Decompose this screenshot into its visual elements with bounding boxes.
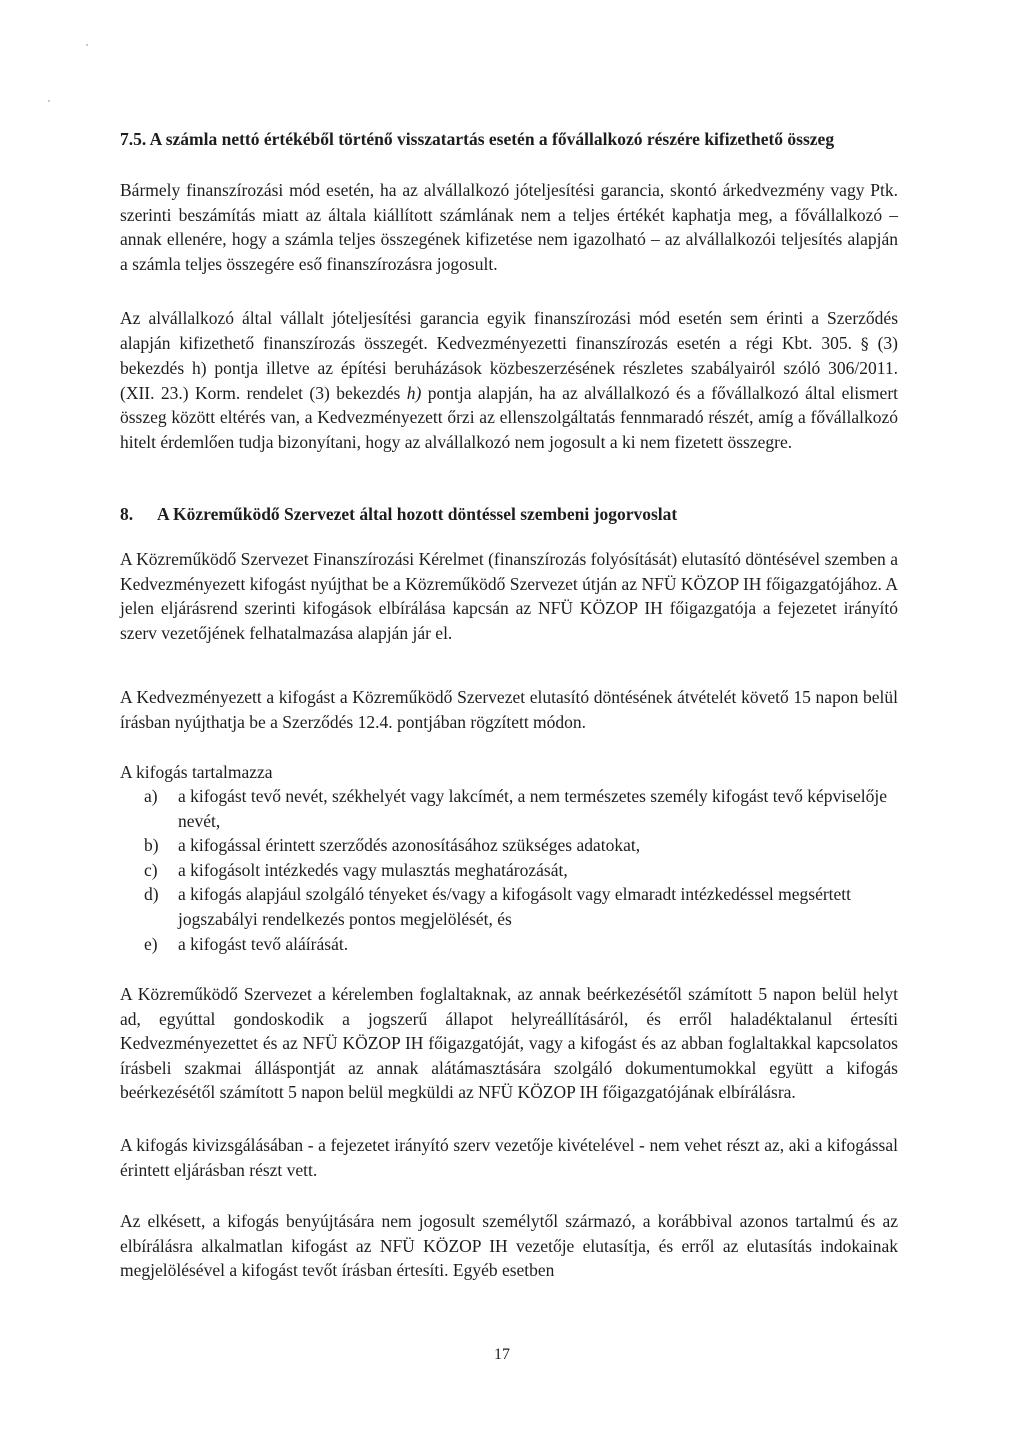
section-8-paragraph-4: A kifogás kivizsgálásában - a fejezetet irányító szerv vezetője kivételével - nem vehet részt az, aki a kifogással érintett eljárásban részt vett. <box>120 1135 898 1180</box>
section-7-5-paragraph-1: Bármely finanszírozási mód esetén, ha az alvállalkozó jóteljesítési garancia, skontó árkedvezmény vagy Ptk. szerinti beszámítás miatt az általa kiállított számlának nem a teljes értékét kaphatja meg, a fővállalkozó – annak ellenére, hogy a számla teljes összegének kifizetése nem igazolható – az alvállalkozói teljesítés alapján a számla teljes összegére eső finanszírozásra jogosult. <box>120 180 898 274</box>
list-item <box>120 858 898 883</box>
list-item <box>120 882 898 931</box>
paragraph-text: (3) bekezdés h) pontja illetve az építési beruházások közbeszerzésének részletes szabályairól szóló 306/2011. (XII. 23.) Korm. rendelet (3) bekezdés <box>120 332 899 403</box>
paragraph-text: Az alvállalkozó által vállalt jóteljesítési garancia egyik finanszírozási mód esetén sem érinti a Szerződés alapján kifizethető finanszírozás összegét. Kedvezményezetti finanszírozás esetén a régi Kbt. 305. <box>120 308 898 353</box>
section-8-paragraph-5: Az elkésett, a kifogás benyújtására nem jogosult személytől származó, a korábbival azonos tartalmú és az elbírálásra alkalmatlan kifogást az NFÜ KÖZOP IH vezetője elutasítja, és erről az elutasítás indokainak megjelölésével a kifogást tevőt írásban értesíti. Egyéb esetben <box>120 1211 898 1281</box>
list-marker: e) <box>144 933 158 954</box>
list-item-text: a kifogást tevő aláírását. <box>178 933 349 954</box>
list-intro: A kifogás tartalmazza <box>120 762 273 782</box>
scan-speck <box>86 44 88 46</box>
list-marker: a) <box>144 786 158 806</box>
objection-contents-list <box>120 784 898 956</box>
section-8-heading <box>120 502 898 527</box>
section-8-paragraph-3: A Közreműködő Szervezet a kérelemben foglaltaknak, az annak beérkezésétől számított 5 napon belül helyt ad, egyúttal gondoskodik a jogszerű állapot helyreállításáról, és erről haladéktalanul értesíti Kedvezményezettet és az NFÜ KÖZOP IH főigazgatóját, vagy a kifogást és az abban foglaltakkal kapcsolatos írásbeli szakmai álláspontját az annak alátámasztására szolgáló dokumentumokkal együtt a kifogás beérkezésétől számított 5 napon belül megküldi az NFÜ KÖZOP IH főigazgatójának elbírálásra. <box>120 984 898 1103</box>
list-item <box>120 932 898 957</box>
list-item-text: a kifogást tevő nevét, székhelyét vagy lakcímét, a nem természetes személy kifogást tevő képviselője nevét, <box>178 786 887 831</box>
section-title: A Közreműködő Szervezet által hozott döntéssel szembeni jogorvoslat <box>157 504 678 524</box>
scan-speck <box>48 100 50 102</box>
section-7-5-paragraph-2 <box>120 306 898 455</box>
list-item-text: a kifogással érintett szerződés azonosításához szükséges adatokat, <box>178 835 641 856</box>
paragraph-text: pontja alapján, ha az alvállalkozó és a fővállalkozó által elismert összeg között eltérés van, a Kedvezményezett őrzi az ellenszolgáltatás fennmaradó részét, amíg a fővállalkozó hitelt érdemlően tudja bizonyítani, hogy az alvállalkozó nem jogosult a ki nem fizetett összegre. <box>120 382 899 452</box>
list-item <box>120 784 898 833</box>
italic-point-label: h) <box>406 382 422 403</box>
section-8-paragraph-1: A Közreműködő Szervezet Finanszírozási Kérelmet (finanszírozás folyósítását) elutasító döntésével szemben a Kedvezményezett kifogást nyújthat be a Közreműködő Szervezet útján az NFÜ KÖZOP IH főigazgatójához. A jelen eljárásrend szerinti kifogások elbírálása kapcsán az NFÜ KÖZOP IH főigazgatója a fejezetet irányító szerv vezetőjének felhatalmazása alapján jár el. <box>120 549 898 643</box>
list-item-text: a kifogásolt intézkedés vagy mulasztás meghatározását, <box>178 859 568 880</box>
list-marker: b) <box>144 835 159 856</box>
list-item <box>120 833 898 858</box>
list-item-text: a kifogás alapjául szolgáló tényeket és/vagy a kifogásolt vagy elmaradt intézkedéssel megsértett jogszabályi rendelkezés pontos megjelölését, és <box>178 884 852 929</box>
list-marker: d) <box>144 884 159 905</box>
list-marker: c) <box>144 859 158 880</box>
section-sign: § <box>860 333 869 353</box>
section-8-paragraph-2: A Kedvezményezett a kifogást a Közreműködő Szervezet elutasító döntésének átvételét követő 15 napon belül írásban nyújthatja be a Szerződés 12.4. pontjában rögzített módon. <box>120 687 898 732</box>
page-number: 17 <box>494 1346 510 1363</box>
section-number: 8. <box>120 504 134 524</box>
section-7-5-heading: 7.5. A számla nettó értékéből történő visszatartás esetén a fővállalkozó részére kifizethető összeg <box>120 129 835 149</box>
